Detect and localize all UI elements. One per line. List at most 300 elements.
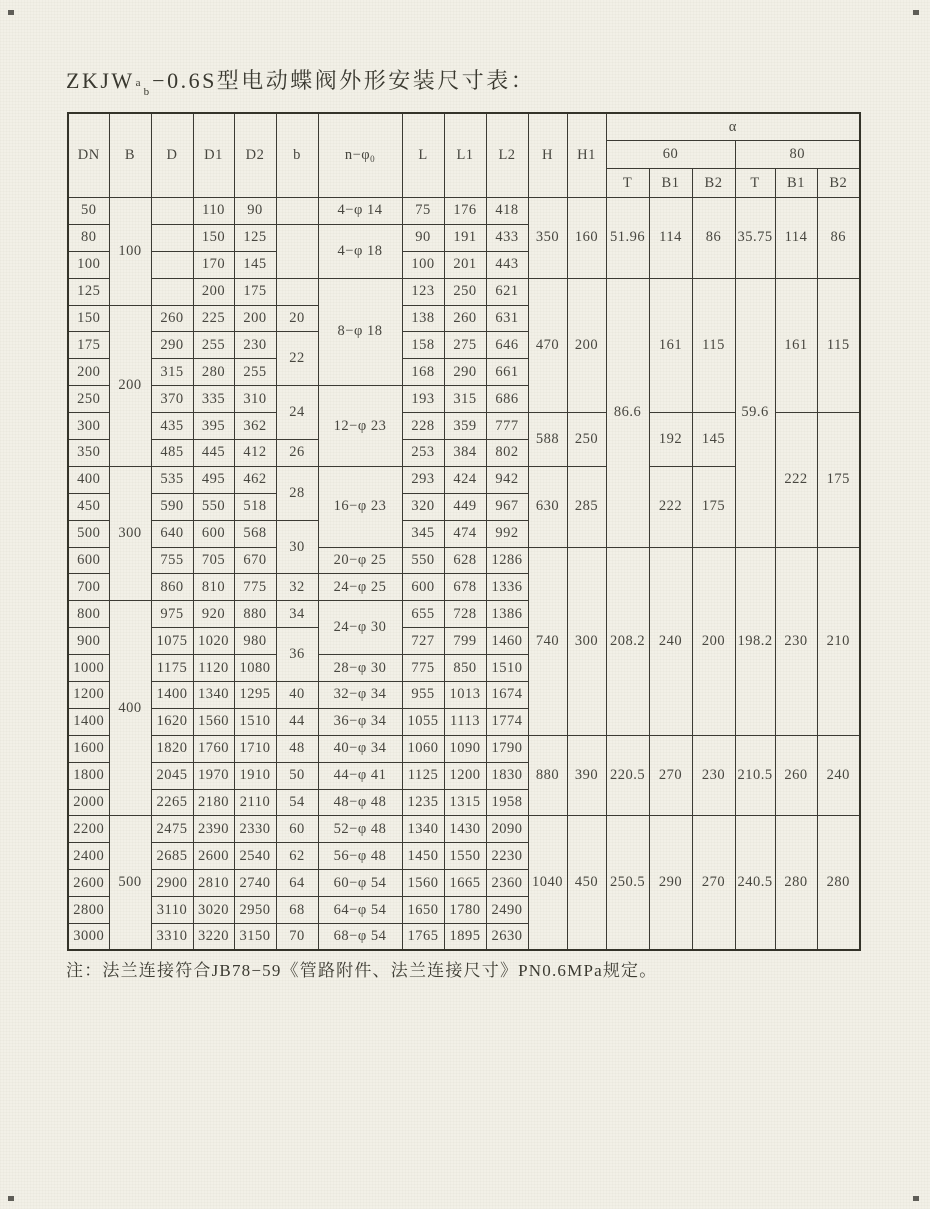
- column-header-b: b: [276, 113, 318, 198]
- table-cell: 400: [109, 601, 151, 816]
- table-cell: 1020: [193, 628, 234, 655]
- table-cell: 418: [486, 198, 528, 225]
- table-cell: 728: [444, 601, 486, 628]
- column-header-alpha: α: [606, 113, 860, 141]
- table-cell: 518: [234, 493, 276, 520]
- table-cell: 1710: [234, 735, 276, 762]
- title-supsub: [136, 79, 150, 97]
- table-cell: [276, 224, 318, 278]
- table-cell: 1013: [444, 682, 486, 709]
- table-cell: 280: [775, 816, 817, 950]
- table-cell: 44−φ 41: [318, 762, 402, 789]
- table-cell: 443: [486, 251, 528, 278]
- table-cell: 395: [193, 413, 234, 440]
- table-cell: 300: [109, 466, 151, 600]
- table-cell: 50: [276, 762, 318, 789]
- table-cell: 1600: [68, 735, 109, 762]
- table-cell: [276, 198, 318, 225]
- table-cell: 175: [68, 332, 109, 359]
- table-cell: 253: [402, 440, 444, 467]
- table-cell: 20−φ 25: [318, 547, 402, 574]
- table-cell: 810: [193, 574, 234, 601]
- table-cell: 3150: [234, 924, 276, 951]
- table-cell: 1560: [193, 708, 234, 735]
- table-cell: 1910: [234, 762, 276, 789]
- table-cell: 2475: [151, 816, 193, 843]
- table-cell: 51.96: [606, 198, 649, 279]
- table-cell: [151, 224, 193, 251]
- table-cell: 1286: [486, 547, 528, 574]
- table-cell: 86: [817, 198, 860, 279]
- table-cell: 64−φ 54: [318, 897, 402, 924]
- column-header-l1: L1: [444, 113, 486, 198]
- table-cell: 75: [402, 198, 444, 225]
- table-cell: 1460: [486, 628, 528, 655]
- table-cell: 210.5: [735, 735, 775, 816]
- table-cell: 2230: [486, 843, 528, 870]
- table-cell: 3020: [193, 897, 234, 924]
- table-cell: 1120: [193, 655, 234, 682]
- table-cell: 168: [402, 359, 444, 386]
- title-model-code: ZKJW: [66, 68, 135, 93]
- table-cell: 678: [444, 574, 486, 601]
- table-cell: 850: [444, 655, 486, 682]
- table-cell: 54: [276, 789, 318, 816]
- table-cell: 2630: [486, 924, 528, 951]
- table-cell: 315: [444, 386, 486, 413]
- table-cell: 225: [193, 305, 234, 332]
- table-cell: 1125: [402, 762, 444, 789]
- table-cell: 500: [68, 520, 109, 547]
- table-cell: 955: [402, 682, 444, 709]
- table-cell: 48: [276, 735, 318, 762]
- table-cell: 230: [234, 332, 276, 359]
- table-cell: 3000: [68, 924, 109, 951]
- table-cell: 115: [692, 278, 735, 412]
- table-cell: 138: [402, 305, 444, 332]
- table-cell: 1400: [151, 682, 193, 709]
- table-cell: 36−φ 34: [318, 708, 402, 735]
- column-header-b: B: [109, 113, 151, 198]
- table-cell: 424: [444, 466, 486, 493]
- table-cell: 1650: [402, 897, 444, 924]
- table-cell: 1340: [402, 816, 444, 843]
- column-header-alpha-80: 80: [735, 141, 860, 169]
- corner-mark: [8, 1196, 14, 1201]
- title-superscript: a: [135, 77, 141, 89]
- table-cell: 1665: [444, 870, 486, 897]
- column-header-dn: DN: [68, 113, 109, 198]
- table-cell: 150: [68, 305, 109, 332]
- table-cell: 3310: [151, 924, 193, 951]
- column-subheader-b2: B2: [817, 169, 860, 198]
- table-cell: 550: [193, 493, 234, 520]
- table-cell: 68: [276, 897, 318, 924]
- table-cell: 220.5: [606, 735, 649, 816]
- table-cell: 1080: [234, 655, 276, 682]
- table-cell: 350: [68, 440, 109, 467]
- table-cell: 1780: [444, 897, 486, 924]
- table-cell: 1760: [193, 735, 234, 762]
- table-cell: 8−φ 18: [318, 278, 402, 386]
- table-cell: 646: [486, 332, 528, 359]
- corner-mark: [913, 1196, 919, 1201]
- table-cell: 4−φ 18: [318, 224, 402, 278]
- table-cell: 80: [68, 224, 109, 251]
- table-cell: 40: [276, 682, 318, 709]
- table-row: [68, 816, 860, 843]
- table-cell: 1820: [151, 735, 193, 762]
- table-cell: 2490: [486, 897, 528, 924]
- table-cell: 755: [151, 547, 193, 574]
- table-cell: 280: [817, 816, 860, 950]
- table-cell: 32−φ 34: [318, 682, 402, 709]
- footnote: 注：法兰连接符合JB78−59《管路附件、法兰连接尺寸》PN0.6MPa规定。: [66, 961, 658, 980]
- table-cell: 992: [486, 520, 528, 547]
- table-cell: 1400: [68, 708, 109, 735]
- table-cell: 290: [649, 816, 692, 950]
- table-cell: 412: [234, 440, 276, 467]
- corner-mark: [8, 10, 14, 15]
- column-header-h1: H1: [567, 113, 606, 198]
- table-cell: 300: [68, 413, 109, 440]
- table-cell: 2540: [234, 843, 276, 870]
- title-subscript: b: [143, 86, 150, 98]
- table-cell: 740: [528, 547, 567, 735]
- table-cell: 270: [692, 816, 735, 950]
- table-cell: 802: [486, 440, 528, 467]
- column-subheader-t: T: [606, 169, 649, 198]
- table-cell: 1040: [528, 816, 567, 950]
- table-cell: 86: [692, 198, 735, 279]
- table-cell: 145: [692, 413, 735, 467]
- table-cell: 3220: [193, 924, 234, 951]
- table-cell: 161: [649, 278, 692, 412]
- table-cell: 1560: [402, 870, 444, 897]
- table-cell: 290: [444, 359, 486, 386]
- table-cell: 550: [402, 547, 444, 574]
- table-cell: 123: [402, 278, 444, 305]
- table-cell: 280: [193, 359, 234, 386]
- table-cell: 1765: [402, 924, 444, 951]
- table-cell: 1830: [486, 762, 528, 789]
- table-cell: 1674: [486, 682, 528, 709]
- table-cell: 114: [649, 198, 692, 279]
- table-cell: 967: [486, 493, 528, 520]
- table-cell: 64: [276, 870, 318, 897]
- table-cell: 860: [151, 574, 193, 601]
- table-cell: 315: [151, 359, 193, 386]
- table-cell: 1386: [486, 601, 528, 628]
- table-cell: 350: [528, 198, 567, 279]
- table-cell: 32: [276, 574, 318, 601]
- table-cell: 1790: [486, 735, 528, 762]
- table-cell: 255: [234, 359, 276, 386]
- table-cell: 175: [817, 413, 860, 547]
- table-cell: 1774: [486, 708, 528, 735]
- table-cell: 250: [444, 278, 486, 305]
- table-cell: 390: [567, 735, 606, 816]
- table-cell: 100: [109, 198, 151, 306]
- dimension-table: [67, 112, 861, 951]
- table-cell: 2800: [68, 897, 109, 924]
- table-cell: 1510: [234, 708, 276, 735]
- table-cell: 170: [193, 251, 234, 278]
- column-header-h: H: [528, 113, 567, 198]
- table-cell: 255: [193, 332, 234, 359]
- table-cell: 1055: [402, 708, 444, 735]
- table-cell: 222: [775, 413, 817, 547]
- table-cell: 56−φ 48: [318, 843, 402, 870]
- table-cell: 52−φ 48: [318, 816, 402, 843]
- table-cell: 661: [486, 359, 528, 386]
- table-cell: 2180: [193, 789, 234, 816]
- table-cell: 370: [151, 386, 193, 413]
- table-cell: 210: [817, 547, 860, 735]
- table-row: [68, 278, 860, 305]
- table-cell: 30: [276, 520, 318, 574]
- table-cell: [151, 278, 193, 305]
- table-cell: 191: [444, 224, 486, 251]
- table-cell: 462: [234, 466, 276, 493]
- table-cell: 2950: [234, 897, 276, 924]
- column-header-d: D: [151, 113, 193, 198]
- corner-mark: [913, 10, 919, 15]
- table-cell: 2110: [234, 789, 276, 816]
- table-cell: 359: [444, 413, 486, 440]
- table-cell: 175: [692, 466, 735, 547]
- table-cell: 590: [151, 493, 193, 520]
- column-subheader-b2: B2: [692, 169, 735, 198]
- column-subheader-t: T: [735, 169, 775, 198]
- table-cell: 198.2: [735, 547, 775, 735]
- table-cell: 59.6: [735, 278, 775, 547]
- table-cell: 24: [276, 386, 318, 440]
- table-cell: 799: [444, 628, 486, 655]
- table-cell: 2740: [234, 870, 276, 897]
- column-header-alpha-60: 60: [606, 141, 735, 169]
- table-cell: 3110: [151, 897, 193, 924]
- column-header-n−φ: $n-\varphi_0$: [318, 113, 402, 198]
- table-cell: 100: [402, 251, 444, 278]
- table-cell: 777: [486, 413, 528, 440]
- table-cell: 24−φ 25: [318, 574, 402, 601]
- table-cell: 1336: [486, 574, 528, 601]
- table-cell: 35.75: [735, 198, 775, 279]
- header-row-1: [68, 113, 860, 141]
- table-cell: 150: [193, 224, 234, 251]
- table-cell: [151, 198, 193, 225]
- table-cell: 2900: [151, 870, 193, 897]
- table-cell: 631: [486, 305, 528, 332]
- table-cell: 250: [68, 386, 109, 413]
- table-cell: 630: [528, 466, 567, 547]
- table-cell: 240.5: [735, 816, 775, 950]
- table-cell: 2045: [151, 762, 193, 789]
- table-cell: 942: [486, 466, 528, 493]
- table-cell: 16−φ 23: [318, 466, 402, 547]
- table-cell: 145: [234, 251, 276, 278]
- table-cell: 1510: [486, 655, 528, 682]
- table-cell: 600: [193, 520, 234, 547]
- table-cell: 900: [68, 628, 109, 655]
- table-cell: 2400: [68, 843, 109, 870]
- table-cell: 22: [276, 332, 318, 386]
- table-cell: 200: [193, 278, 234, 305]
- table-cell: 2330: [234, 816, 276, 843]
- table-cell: 125: [234, 224, 276, 251]
- table-cell: 474: [444, 520, 486, 547]
- table-cell: 86.6: [606, 278, 649, 547]
- table-cell: 700: [68, 574, 109, 601]
- table-cell: 114: [775, 198, 817, 279]
- table-cell: 320: [402, 493, 444, 520]
- table-cell: 60−φ 54: [318, 870, 402, 897]
- table-cell: 110: [193, 198, 234, 225]
- table-cell: 500: [109, 816, 151, 950]
- table-cell: 1315: [444, 789, 486, 816]
- table-cell: 727: [402, 628, 444, 655]
- table-cell: 1550: [444, 843, 486, 870]
- table-cell: 285: [567, 466, 606, 547]
- table-cell: 2000: [68, 789, 109, 816]
- table-cell: 175: [234, 278, 276, 305]
- table-cell: 1000: [68, 655, 109, 682]
- table-cell: 293: [402, 466, 444, 493]
- table-cell: [276, 278, 318, 305]
- table-cell: 920: [193, 601, 234, 628]
- column-header-l: L: [402, 113, 444, 198]
- table-cell: 208.2: [606, 547, 649, 735]
- table-cell: 2600: [68, 870, 109, 897]
- table-cell: 2360: [486, 870, 528, 897]
- table-cell: 600: [68, 547, 109, 574]
- column-header-d1: D1: [193, 113, 234, 198]
- table-cell: 1430: [444, 816, 486, 843]
- table-cell: 60: [276, 816, 318, 843]
- page-title: [66, 64, 535, 97]
- table-cell: 28−φ 30: [318, 655, 402, 682]
- table-cell: 275: [444, 332, 486, 359]
- table-cell: 200: [567, 278, 606, 412]
- table-cell: 24−φ 30: [318, 601, 402, 655]
- table-cell: 158: [402, 332, 444, 359]
- table-cell: 250.5: [606, 816, 649, 950]
- table-cell: 192: [649, 413, 692, 467]
- table-cell: 384: [444, 440, 486, 467]
- table-cell: 230: [692, 735, 735, 816]
- table-cell: [151, 251, 193, 278]
- table-cell: 2265: [151, 789, 193, 816]
- table-cell: 445: [193, 440, 234, 467]
- table-cell: 230: [775, 547, 817, 735]
- table-cell: 1060: [402, 735, 444, 762]
- table-cell: 4−φ 14: [318, 198, 402, 225]
- table-cell: 48−φ 48: [318, 789, 402, 816]
- table-row: [68, 547, 860, 574]
- table-cell: 655: [402, 601, 444, 628]
- table-cell: 362: [234, 413, 276, 440]
- column-header-subscript: 0: [370, 154, 376, 164]
- table-cell: 2600: [193, 843, 234, 870]
- table-cell: 28: [276, 466, 318, 520]
- table-cell: 176: [444, 198, 486, 225]
- table-cell: 2090: [486, 816, 528, 843]
- table-cell: 2685: [151, 843, 193, 870]
- table-cell: 70: [276, 924, 318, 951]
- table-cell: 640: [151, 520, 193, 547]
- column-header-d2: D2: [234, 113, 276, 198]
- table-row: [68, 735, 860, 762]
- table-cell: 449: [444, 493, 486, 520]
- table-cell: 36: [276, 628, 318, 682]
- table-cell: 450: [567, 816, 606, 950]
- table-cell: 600: [402, 574, 444, 601]
- table-cell: 1620: [151, 708, 193, 735]
- table-cell: 68−φ 54: [318, 924, 402, 951]
- table-cell: 1200: [68, 682, 109, 709]
- table-cell: 775: [402, 655, 444, 682]
- table-cell: 1958: [486, 789, 528, 816]
- table-cell: 880: [234, 601, 276, 628]
- table-cell: 161: [775, 278, 817, 412]
- table-cell: 240: [817, 735, 860, 816]
- table-cell: 485: [151, 440, 193, 467]
- table-cell: 433: [486, 224, 528, 251]
- table-cell: 200: [234, 305, 276, 332]
- table-cell: 310: [234, 386, 276, 413]
- table-cell: 1970: [193, 762, 234, 789]
- table-cell: 800: [68, 601, 109, 628]
- table-cell: 1235: [402, 789, 444, 816]
- column-header-l2: L2: [486, 113, 528, 198]
- table-cell: 628: [444, 547, 486, 574]
- table-cell: 400: [68, 466, 109, 493]
- table-cell: 1075: [151, 628, 193, 655]
- table-cell: 201: [444, 251, 486, 278]
- table-cell: 495: [193, 466, 234, 493]
- table-cell: 880: [528, 735, 567, 816]
- table-cell: 125: [68, 278, 109, 305]
- table-cell: 588: [528, 413, 567, 467]
- table-cell: 686: [486, 386, 528, 413]
- table-cell: 193: [402, 386, 444, 413]
- table-cell: 1113: [444, 708, 486, 735]
- table-cell: 670: [234, 547, 276, 574]
- table-cell: 50: [68, 198, 109, 225]
- table-cell: 1295: [234, 682, 276, 709]
- table-cell: 100: [68, 251, 109, 278]
- column-subheader-b1: B1: [649, 169, 692, 198]
- table-cell: 260: [151, 305, 193, 332]
- table-cell: 40−φ 34: [318, 735, 402, 762]
- table-cell: 20: [276, 305, 318, 332]
- table-cell: 535: [151, 466, 193, 493]
- table-cell: 621: [486, 278, 528, 305]
- table-cell: 975: [151, 601, 193, 628]
- table-cell: 2390: [193, 816, 234, 843]
- table-cell: 222: [649, 466, 692, 547]
- table-cell: 1800: [68, 762, 109, 789]
- table-cell: 290: [151, 332, 193, 359]
- table-cell: 335: [193, 386, 234, 413]
- title-text: −0.6S型电动蝶阀外形安装尺寸表：: [152, 68, 536, 93]
- table-cell: 34: [276, 601, 318, 628]
- table-cell: 1090: [444, 735, 486, 762]
- table-cell: 44: [276, 708, 318, 735]
- table-cell: 200: [68, 359, 109, 386]
- table-cell: 270: [649, 735, 692, 816]
